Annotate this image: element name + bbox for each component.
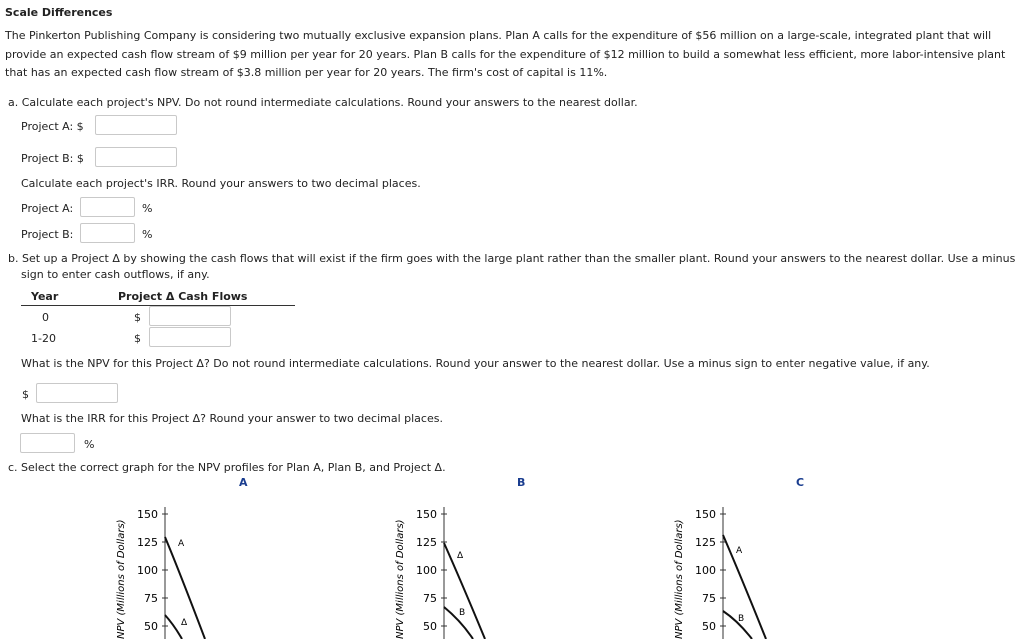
problem-statement: The Pinkerton Publishing Company is considering two mutually exclusive expansion plans. Plan A calls for the expenditure of $56 million on a large-scale, integrated plant that will provide an expected cash flow stream of $9 million per year for 20 years. Plan B calls for the expenditure of $12 million to build a somewhat less efficient, more labor-intensive plant that has an expected cash flow stream of $3.8 million per year for 20 years. The firm's cost of capital is 11%. (5, 29, 1006, 79)
npv-profile-graph-c[interactable] (668, 495, 928, 639)
graph-tick-label: 50 (144, 620, 158, 633)
graph-tick-label: 100 (137, 564, 158, 577)
graph-b-option-label[interactable]: B (517, 476, 526, 489)
graph-tick-label: 75 (423, 592, 437, 605)
table-row-year: 1-20 (31, 332, 56, 345)
graph-y-axis-label: NPV (Millions of Dollars) (116, 519, 127, 639)
graph-tick-label: 100 (416, 564, 437, 577)
irr-a-label: Project A: (21, 202, 74, 215)
graph-tick-label: 150 (137, 508, 158, 521)
part-b-prompt: b. Set up a Project Δ by showing the cash flows that will exist if the firm goes with the large plant rather than the smaller plant. Round your answers to the nearest dollar. Use a minus (8, 252, 1016, 265)
irr-b-percent: % (142, 228, 153, 241)
graph-y-axis-label: NPV (Millions of Dollars) (395, 519, 406, 639)
cash-flow-column-header: Project Δ Cash Flows (118, 290, 248, 303)
irr-a-percent: % (142, 202, 153, 215)
graph-tick-label: 125 (695, 536, 716, 549)
graph-line-label: Δ (181, 618, 188, 628)
graph-tick-label: 150 (695, 508, 716, 521)
table-row-dollar: $ (134, 332, 141, 345)
part-a-prompt: a. Calculate each project's NPV. Do not round intermediate calculations. Round your answers to the nearest dollar. (8, 96, 638, 109)
year-column-header: Year (31, 290, 59, 303)
table-row-dollar: $ (134, 311, 141, 324)
delta-irr-prompt: What is the IRR for this Project Δ? Round your answer to two decimal places. (21, 412, 443, 425)
graph-tick-label: 150 (416, 508, 437, 521)
npv-profile-graph-b[interactable] (389, 495, 649, 639)
graph-tick-label: 75 (702, 592, 716, 605)
table-row-year: 0 (42, 311, 49, 324)
delta-npv-input[interactable] (36, 383, 118, 403)
delta-cf-years1-20-input[interactable] (149, 327, 231, 347)
npv-profile-graph-a[interactable] (110, 495, 370, 639)
delta-irr-percent: % (84, 438, 95, 451)
graph-line-label: A (178, 539, 185, 549)
graph-line-label: B (459, 608, 466, 618)
graph-tick-label: 50 (423, 620, 437, 633)
graph-y-axis-label: NPV (Millions of Dollars) (674, 519, 685, 639)
graph-c-option-label[interactable]: C (796, 476, 805, 489)
graph-tick-label: 75 (144, 592, 158, 605)
graph-series-delta-line (165, 615, 182, 639)
graph-tick-label: 50 (702, 620, 716, 633)
page-title: Scale Differences (5, 6, 113, 19)
irr-a-input[interactable] (80, 197, 135, 217)
graph-line-label: B (738, 614, 745, 624)
irr-prompt: Calculate each project's IRR. Round your answers to two decimal places. (21, 177, 421, 190)
delta-npv-prompt: What is the NPV for this Project Δ? Do not round intermediate calculations. Round your answer to the nearest dollar. Use a minus sign to enter negative value, if any. (21, 357, 930, 370)
delta-irr-input[interactable] (20, 433, 75, 453)
graph-series-a-line (723, 535, 766, 639)
graph-a-option-label[interactable]: A (239, 476, 248, 489)
graph-tick-label: 100 (695, 564, 716, 577)
graph-tick-label: 125 (416, 536, 437, 549)
delta-npv-dollar: $ (22, 388, 29, 401)
delta-cf-year0-input[interactable] (149, 306, 231, 326)
graph-line-label: Δ (457, 551, 464, 561)
npv-a-label: Project A: $ (21, 120, 84, 133)
part-b-prompt-cont: sign to enter cash outflows, if any. (21, 268, 210, 281)
npv-b-input[interactable] (95, 147, 177, 167)
graph-tick-label: 125 (137, 536, 158, 549)
npv-a-input[interactable] (95, 115, 177, 135)
irr-b-label: Project B: (21, 228, 74, 241)
graph-series-delta-line (444, 543, 485, 639)
npv-b-label: Project B: $ (21, 152, 84, 165)
part-c-prompt: c. Select the correct graph for the NPV profiles for Plan A, Plan B, and Project Δ. (8, 461, 446, 474)
irr-b-input[interactable] (80, 223, 135, 243)
graph-line-label: A (736, 546, 743, 556)
